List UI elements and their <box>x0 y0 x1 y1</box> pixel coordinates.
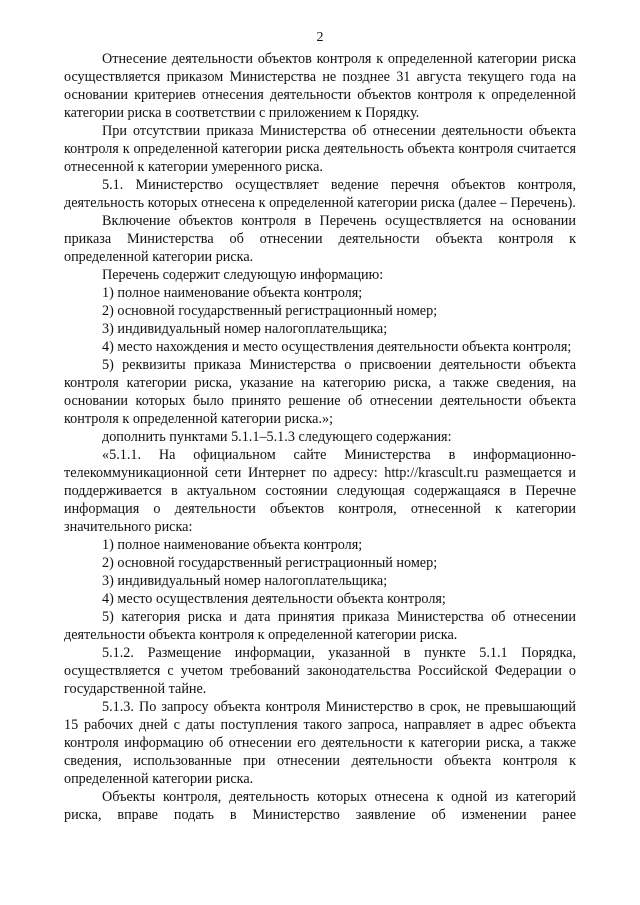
paragraph: Отнесение деятельности объектов контроля к определенной категории риска осуществляется приказом Министерства не позднее 31 августа текущего года на основании критериев отнесения деятельности объектов контроля к определенной категории риска в соответствии с приложением к Порядку. <box>64 51 576 121</box>
paragraph: 4) место нахождения и место осуществления деятельности объекта контроля; <box>102 339 572 355</box>
paragraph: «5.1.1. На официальном сайте Министерства в информационно-телекоммуникационной сети Интернет по адресу: http://krascult.ru размещается и поддерживается в актуальном состоянии следующая содержащаяся в Перечне информация о деятельности объектов контроля, отнесенной к категории значительного риска: <box>64 447 576 535</box>
paragraph: 5.1.3. По запросу объекта контроля Министерство в срок, не превышающий 15 рабочих дней с даты поступления такого запроса, направляет в адрес объекта контроля информацию об отнесении его деятельности к категории риска, а также сведения, использованные при отнесении деятельности объекта контроля к определенной категории риска. <box>64 699 576 787</box>
paragraph: 3) индивидуальный номер налогоплательщика; <box>102 573 388 589</box>
paragraph: 1) полное наименование объекта контроля; <box>102 285 363 301</box>
paragraph: 1) полное наименование объекта контроля; <box>102 537 363 553</box>
paragraph: Включение объектов контроля в Перечень осуществляется на основании приказа Министерства об отнесении деятельности объекта контроля к определенной категории риска. <box>64 213 576 265</box>
paragraph: 5) категория риска и дата принятия приказа Министерства об отнесении деятельности объекта контроля к определенной категории риска. <box>64 609 576 643</box>
page-number: 2 <box>316 30 324 45</box>
document-body <box>64 50 576 824</box>
paragraph: При отсутствии приказа Министерства об отнесении деятельности объекта контроля к определенной категории риска деятельность объекта контроля считается отнесенной к категории умеренного риска. <box>64 123 576 175</box>
paragraph: Перечень содержит следующую информацию: <box>102 267 384 283</box>
paragraph: 5.1. Министерство осуществляет ведение перечня объектов контроля, деятельность которых отнесена к определенной категории риска (далее – Перечень). <box>64 177 576 211</box>
paragraph: 5) реквизиты приказа Министерства о присвоении деятельности объекта контроля категории риска, указание на категорию риска, а также сведения, на основании которых было принято решение об отнесении деятельности объекта контроля к определенной категории риска.»; <box>64 357 576 427</box>
paragraph: Объекты контроля, деятельность которых отнесена к одной из категорий риска, вправе подать в Министерство заявление об изменении ранее <box>64 789 576 823</box>
paragraph: 3) индивидуальный номер налогоплательщика; <box>102 321 388 337</box>
paragraph: дополнить пунктами 5.1.1–5.1.3 следующего содержания: <box>102 429 452 445</box>
paragraph: 4) место осуществления деятельности объекта контроля; <box>102 591 446 607</box>
paragraph: 2) основной государственный регистрационный номер; <box>102 555 438 571</box>
paragraph: 5.1.2. Размещение информации, указанной в пункте 5.1.1 Порядка, осуществляется с учетом требований законодательства Российской Федерации о государственной тайне. <box>64 645 576 697</box>
paragraph: 2) основной государственный регистрационный номер; <box>102 303 438 319</box>
